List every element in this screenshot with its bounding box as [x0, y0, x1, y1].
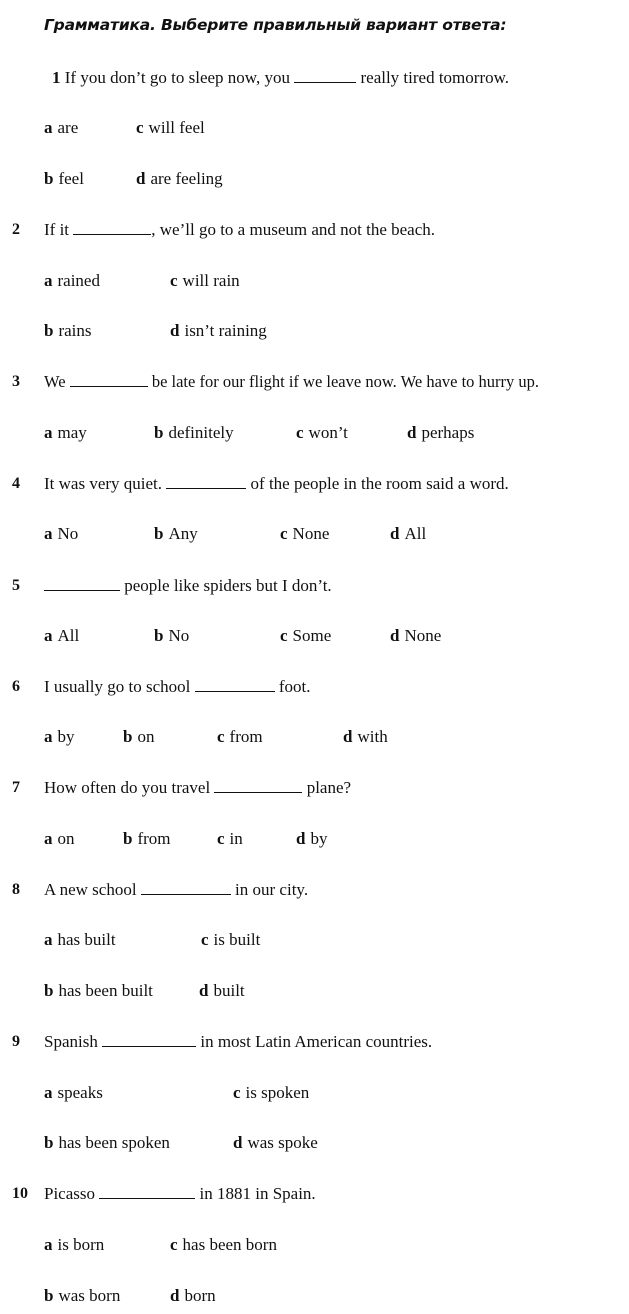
option[interactable]: [123, 829, 171, 849]
option-letter: c: [280, 524, 288, 543]
option[interactable]: [136, 118, 205, 138]
option-text: All: [57, 626, 80, 645]
question-text-pre: Picasso: [44, 1184, 95, 1203]
option-text: rained: [57, 271, 100, 290]
option-text: has been spoken: [58, 1133, 170, 1152]
question-6: [44, 677, 311, 697]
option-letter: d: [390, 524, 400, 543]
option[interactable]: [233, 1083, 309, 1103]
option-letter: b: [154, 626, 164, 645]
option-letter: d: [390, 626, 400, 645]
option-text: on: [57, 829, 75, 848]
option[interactable]: [407, 423, 474, 443]
question-text-post: people like spiders but I don’t.: [124, 576, 332, 595]
option-text: born: [184, 1286, 216, 1305]
question-4: [44, 474, 509, 494]
option[interactable]: [217, 727, 263, 747]
option[interactable]: [217, 829, 243, 849]
option[interactable]: [233, 1133, 318, 1153]
option-letter: b: [154, 423, 164, 442]
option[interactable]: [154, 423, 234, 443]
option-letter: d: [407, 423, 417, 442]
question-text-post: of the people in the room said a word.: [250, 474, 509, 493]
option-letter: c: [217, 829, 225, 848]
option[interactable]: [44, 1133, 170, 1153]
option-text: in: [229, 829, 243, 848]
answer-blank[interactable]: [214, 778, 302, 793]
option-letter: c: [217, 727, 225, 746]
option[interactable]: [170, 321, 267, 341]
option[interactable]: [44, 981, 153, 1001]
option-text: definitely: [168, 423, 234, 442]
worksheet-title: Грамматика. Выберите правильный вариант ответа:: [44, 16, 507, 34]
question-text-post: , we’ll go to a museum and not the beach.: [151, 220, 436, 239]
option-text: has built: [57, 930, 116, 949]
option-letter: d: [170, 321, 180, 340]
option-text: are feeling: [150, 169, 223, 188]
question-number: 9: [12, 1033, 20, 1050]
option-text: None: [292, 524, 330, 543]
question-7: [44, 778, 351, 798]
option[interactable]: [44, 930, 116, 950]
option[interactable]: [44, 524, 78, 544]
question-3: [44, 372, 539, 392]
option-text: rains: [58, 321, 92, 340]
option-letter: a: [44, 423, 53, 442]
option-letter: a: [44, 626, 53, 645]
option-letter: b: [44, 1133, 54, 1152]
option-text: from: [229, 727, 263, 746]
option-text: speaks: [57, 1083, 103, 1102]
answer-blank[interactable]: [102, 1032, 196, 1047]
option[interactable]: [296, 423, 348, 443]
option[interactable]: [170, 1286, 216, 1306]
answer-blank[interactable]: [73, 220, 151, 235]
option-letter: a: [44, 271, 53, 290]
option-text: with: [357, 727, 388, 746]
option[interactable]: [44, 1286, 120, 1306]
option-text: All: [404, 524, 427, 543]
question-5: [44, 576, 332, 596]
answer-blank[interactable]: [99, 1184, 195, 1199]
option-letter: a: [44, 118, 53, 137]
question-text-pre: If you don’t go to sleep now, you: [64, 68, 290, 87]
option-letter: d: [199, 981, 209, 1000]
question-text-pre: Spanish: [44, 1032, 98, 1051]
option-letter: a: [44, 1235, 53, 1254]
option[interactable]: [123, 727, 154, 747]
answer-blank[interactable]: [294, 68, 356, 83]
option-letter: d: [233, 1133, 243, 1152]
option-letter: a: [44, 1083, 53, 1102]
option-letter: b: [154, 524, 164, 543]
option-text: is born: [57, 1235, 105, 1254]
option-letter: b: [44, 321, 54, 340]
answer-blank[interactable]: [195, 677, 275, 692]
option-text: is spoken: [245, 1083, 310, 1102]
option-letter: a: [44, 930, 53, 949]
option-text: built: [213, 981, 245, 1000]
option-letter: d: [136, 169, 146, 188]
option[interactable]: [44, 169, 84, 189]
option-letter: d: [343, 727, 353, 746]
option[interactable]: [136, 169, 223, 189]
option-text: on: [137, 727, 155, 746]
option-text: has been born: [182, 1235, 277, 1254]
option[interactable]: [199, 981, 245, 1001]
question-text-pre: If it: [44, 220, 70, 239]
option[interactable]: [154, 626, 189, 646]
question-text-pre: How often do you travel: [44, 778, 211, 797]
option-letter: b: [44, 981, 54, 1000]
question-text-post: really tired tomorrow.: [360, 68, 510, 87]
option-letter: c: [280, 626, 288, 645]
option-text: None: [404, 626, 442, 645]
option[interactable]: [296, 829, 327, 849]
option-text: No: [168, 626, 190, 645]
option-letter: b: [44, 169, 54, 188]
question-number: 5: [12, 577, 20, 594]
option[interactable]: [44, 727, 75, 747]
question-10: [44, 1184, 316, 1204]
question-8: [44, 880, 308, 900]
question-number: 8: [12, 881, 20, 898]
answer-blank[interactable]: [70, 372, 148, 387]
question-text-post: in our city.: [235, 880, 309, 899]
option[interactable]: [44, 829, 75, 849]
option[interactable]: [170, 1235, 277, 1255]
option-letter: b: [44, 1286, 54, 1305]
option[interactable]: [44, 1083, 103, 1103]
answer-blank[interactable]: [141, 880, 231, 895]
question-text-pre: It was very quiet.: [44, 474, 163, 493]
option-letter: b: [123, 829, 133, 848]
option-letter: c: [233, 1083, 241, 1102]
option-letter: a: [44, 727, 53, 746]
option-letter: b: [123, 727, 133, 746]
option-text: are: [57, 118, 79, 137]
option[interactable]: [44, 118, 78, 138]
question-text-post: in most Latin American countries.: [200, 1032, 433, 1051]
option-letter: c: [170, 271, 178, 290]
option-text: by: [310, 829, 328, 848]
option-text: Any: [168, 524, 198, 543]
option[interactable]: [170, 271, 240, 291]
option[interactable]: [154, 524, 198, 544]
option-letter: c: [170, 1235, 178, 1254]
option[interactable]: [44, 321, 92, 341]
option[interactable]: [343, 727, 388, 747]
question-9: [44, 1032, 432, 1052]
option-text: feel: [58, 169, 84, 188]
question-number: 2: [12, 221, 20, 238]
option-letter: a: [44, 524, 53, 543]
option-text: by: [57, 727, 75, 746]
question-text-pre: I usually go to school: [44, 677, 191, 696]
question-number: 6: [12, 678, 20, 695]
option[interactable]: [201, 930, 260, 950]
option[interactable]: [390, 626, 441, 646]
question-number: 10: [12, 1185, 28, 1202]
option[interactable]: [280, 524, 329, 544]
option-text: from: [137, 829, 171, 848]
option-text: was spoke: [247, 1133, 318, 1152]
option-letter: d: [296, 829, 306, 848]
answer-blank[interactable]: [166, 474, 246, 489]
option-letter: a: [44, 829, 53, 848]
option-text: Some: [292, 626, 332, 645]
option-text: will feel: [148, 118, 205, 137]
option-letter: d: [170, 1286, 180, 1305]
option[interactable]: [44, 1235, 104, 1255]
question-number: 1: [52, 68, 61, 87]
question-text-post: plane?: [306, 778, 352, 797]
option-text: has been built: [58, 981, 153, 1000]
option-text: may: [57, 423, 87, 442]
question-number: 7: [12, 779, 20, 796]
question-2: [44, 220, 435, 240]
option-text: No: [57, 524, 79, 543]
option[interactable]: [390, 524, 426, 544]
option-text: won’t: [308, 423, 348, 442]
option[interactable]: [44, 626, 79, 646]
option[interactable]: [280, 626, 331, 646]
question-text-pre: A new school: [44, 880, 137, 899]
question-text-post: be late for our flight if we leave now. We have to hurry up.: [151, 372, 540, 391]
question-text-post: foot.: [278, 677, 311, 696]
option-text: perhaps: [421, 423, 475, 442]
question-1: [52, 68, 509, 88]
question-text-pre: We: [44, 372, 66, 391]
question-number: 3: [12, 373, 20, 390]
question-number: 4: [12, 475, 20, 492]
option[interactable]: [44, 423, 87, 443]
answer-blank[interactable]: [44, 576, 120, 591]
option-letter: c: [136, 118, 144, 137]
question-text-post: in 1881 in Spain.: [199, 1184, 316, 1203]
option-text: was born: [58, 1286, 121, 1305]
option-text: isn’t raining: [184, 321, 267, 340]
option[interactable]: [44, 271, 100, 291]
option-letter: c: [296, 423, 304, 442]
option-letter: c: [201, 930, 209, 949]
option-text: will rain: [182, 271, 240, 290]
option-text: is built: [213, 930, 261, 949]
